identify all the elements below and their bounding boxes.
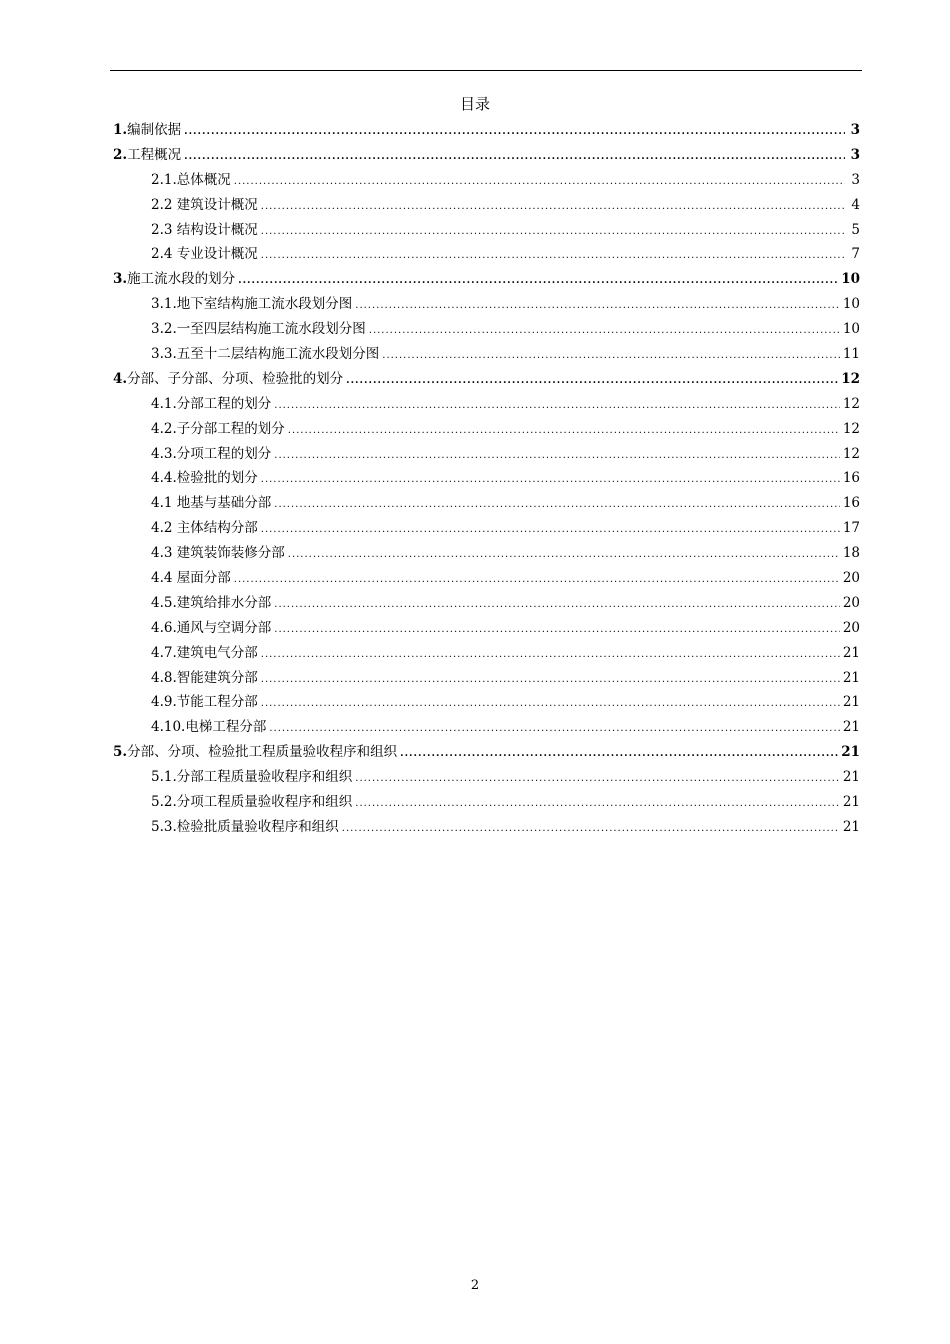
toc-entry-page: 10 [842,296,860,313]
dot-leader [261,227,845,237]
toc-entry-page: 17 [842,520,860,537]
toc-entry-text: 4.8.智能建筑分部 [151,669,258,686]
dot-leader [369,326,840,336]
toc-entry-text: 2.2 建筑设计概况 [151,196,258,213]
toc-entry-text: 3.3.五至十二层结构施工流水段划分图 [151,346,380,363]
toc-subsection-entry[interactable] [113,566,860,591]
dot-leader [238,276,838,286]
toc-entry-page: 10 [841,271,860,288]
toc-entry-text: 5.1.分部工程质量验收程序和组织 [151,769,353,786]
dot-leader [355,774,840,784]
toc-entry-number: 5. [113,744,128,761]
toc-entry-label [151,641,258,661]
toc-entry-text: 2.3 结构设计概况 [151,221,258,238]
dot-leader [234,575,840,585]
toc-entry-page: 11 [842,346,860,363]
toc-entry-text: 4.4.检验批的划分 [151,470,258,487]
toc-entry-page: 3 [850,122,860,138]
toc-entry-label [151,242,258,262]
toc-entry-label [151,491,271,511]
dot-leader [355,301,840,311]
toc-entry-page: 21 [842,669,860,686]
toc-entry-page: 12 [842,395,860,412]
dot-leader [355,799,840,809]
dot-leader [400,749,838,759]
toc-subsection-entry[interactable] [113,715,860,740]
toc-entry-page: 3 [850,146,860,163]
dot-leader [261,699,840,709]
toc-entry-label [151,516,258,536]
table-of-contents [113,118,860,840]
toc-entry-label [151,317,366,337]
dot-leader [346,376,838,386]
toc-subsection-entry[interactable] [113,392,860,417]
toc-entry-label [113,143,181,163]
toc-entry-number: 4. [113,370,128,387]
toc-subsection-entry[interactable] [113,442,860,467]
toc-entry-page: 12 [841,370,860,387]
toc-subsection-entry[interactable] [113,790,860,815]
toc-subsection-entry[interactable] [113,342,860,367]
toc-subsection-entry[interactable] [113,417,860,442]
toc-entry-page: 21 [842,769,860,786]
toc-subsection-entry[interactable] [113,541,860,566]
toc-entry-label [151,342,379,362]
toc-entry-label [151,591,271,611]
toc-entry-page: 21 [842,818,860,835]
toc-entry-page: 21 [842,719,860,736]
toc-entry-page: 20 [842,594,860,611]
toc-entry-number: 2. [113,146,128,163]
header-rule [110,70,862,71]
toc-entry-text: 2.1.总体概况 [151,171,231,188]
toc-subsection-entry[interactable] [113,292,860,317]
toc-section-entry[interactable] [113,267,860,292]
toc-entry-text: 施工流水段的划分 [127,271,236,288]
toc-entry-label [113,118,181,138]
toc-subsection-entry[interactable] [113,317,860,342]
toc-entry-text: 3.2.一至四层结构施工流水段划分图 [151,321,366,338]
page-number: 2 [470,1278,480,1293]
toc-entry-text: 5.3.检验批质量验收程序和组织 [151,818,339,835]
toc-entry-page: 20 [842,619,860,636]
toc-entry-label [151,790,352,810]
toc-entry-page: 3 [851,171,860,188]
toc-entry-label [151,765,352,785]
toc-subsection-entry[interactable] [113,516,860,541]
toc-section-entry[interactable] [113,367,860,392]
toc-subsection-entry[interactable] [113,666,860,691]
toc-entry-page: 7 [851,246,860,263]
toc-entry-page: 4 [851,196,860,213]
toc-entry-label [151,168,231,188]
toc-entry-label [151,541,285,561]
toc-entry-text: 4.5.建筑给排水分部 [151,594,272,611]
toc-entry-text: 4.6.通风与空调分部 [151,619,272,636]
dot-leader [261,525,840,535]
toc-entry-page: 21 [842,694,860,711]
toc-entry-page: 18 [842,545,860,562]
toc-entry-page: 20 [842,570,860,587]
toc-entry-label [151,193,258,213]
toc-subsection-entry[interactable] [113,690,860,715]
toc-entry-text: 4.2 主体结构分部 [151,520,258,537]
dot-leader [342,824,840,834]
dot-leader [261,475,840,485]
toc-entry-page: 10 [842,321,860,338]
toc-entry-text: 4.2.子分部工程的划分 [151,420,285,437]
dot-leader [184,127,845,137]
toc-subsection-entry[interactable] [113,815,860,840]
toc-subsection-entry[interactable] [113,218,860,243]
dot-leader [269,724,839,734]
toc-entry-label [151,616,271,636]
toc-section-entry[interactable] [113,118,860,143]
toc-entry-text: 4.1.分部工程的划分 [151,395,272,412]
toc-entry-text: 4.4 屋面分部 [151,570,231,587]
toc-subsection-entry[interactable] [113,242,860,267]
toc-entry-text: 4.10.电梯工程分部 [151,719,267,736]
dot-leader [288,426,840,436]
toc-entry-label [151,417,285,437]
toc-entry-label [151,715,266,735]
toc-entry-page: 5 [851,221,860,238]
toc-entry-page: 12 [842,420,860,437]
toc-subsection-entry[interactable] [113,616,860,641]
toc-subsection-entry[interactable] [113,466,860,491]
toc-entry-text: 4.3 建筑装饰装修分部 [151,545,285,562]
dot-leader [274,500,840,510]
toc-subsection-entry[interactable] [113,491,860,516]
toc-subsection-entry[interactable] [113,641,860,666]
toc-entry-label [151,566,231,586]
toc-entry-label [113,740,397,760]
toc-entry-number: 3. [113,271,128,288]
toc-entry-label [151,815,339,835]
dot-leader [274,625,840,635]
toc-entry-label [151,666,258,686]
toc-entry-text: 3.1.地下室结构施工流水段划分图 [151,296,353,313]
toc-entry-page: 16 [842,495,860,512]
toc-entry-page: 21 [841,744,860,761]
toc-subsection-entry[interactable] [113,193,860,218]
dot-leader [261,650,840,660]
toc-entry-text: 工程概况 [127,146,182,163]
toc-section-entry[interactable] [113,740,860,765]
toc-entry-label [151,218,258,238]
toc-entry-text: 编制依据 [127,122,182,138]
toc-section-entry[interactable] [113,143,860,168]
toc-entry-page: 21 [842,794,860,811]
dot-leader [261,202,845,212]
dot-leader [274,451,840,461]
toc-entry-label [113,367,343,387]
toc-subsection-entry[interactable] [113,765,860,790]
dot-leader [288,550,840,560]
toc-entry-text: 4.1 地基与基础分部 [151,495,272,512]
dot-leader [261,675,840,685]
toc-entry-text: 4.9.节能工程分部 [151,694,258,711]
toc-entry-page: 16 [842,470,860,487]
dot-leader [382,351,840,361]
toc-entry-label [113,267,235,287]
dot-leader [274,401,840,411]
toc-entry-label [151,442,271,462]
toc-entry-page: 12 [842,445,860,462]
toc-entry-number: 1. [113,122,128,138]
toc-entry-text: 4.3.分项工程的划分 [151,445,272,462]
toc-entry-label [151,292,352,312]
dot-leader [274,600,840,610]
toc-entry-text: 分部、分项、检验批工程质量验收程序和组织 [127,744,398,761]
toc-entry-text: 2.4 专业设计概况 [151,246,258,263]
toc-entry-text: 5.2.分项工程质量验收程序和组织 [151,794,353,811]
toc-entry-label [151,690,258,710]
toc-entry-page: 21 [842,644,860,661]
toc-entry-text: 分部、子分部、分项、检验批的划分 [127,370,344,387]
toc-title: 目录 [459,95,490,113]
toc-subsection-entry[interactable] [113,168,860,193]
dot-leader [184,152,845,162]
toc-entry-text: 4.7.建筑电气分部 [151,644,258,661]
toc-entry-label [151,466,258,486]
toc-entry-label [151,392,271,412]
dot-leader [234,177,845,187]
dot-leader [261,251,845,261]
toc-subsection-entry[interactable] [113,591,860,616]
